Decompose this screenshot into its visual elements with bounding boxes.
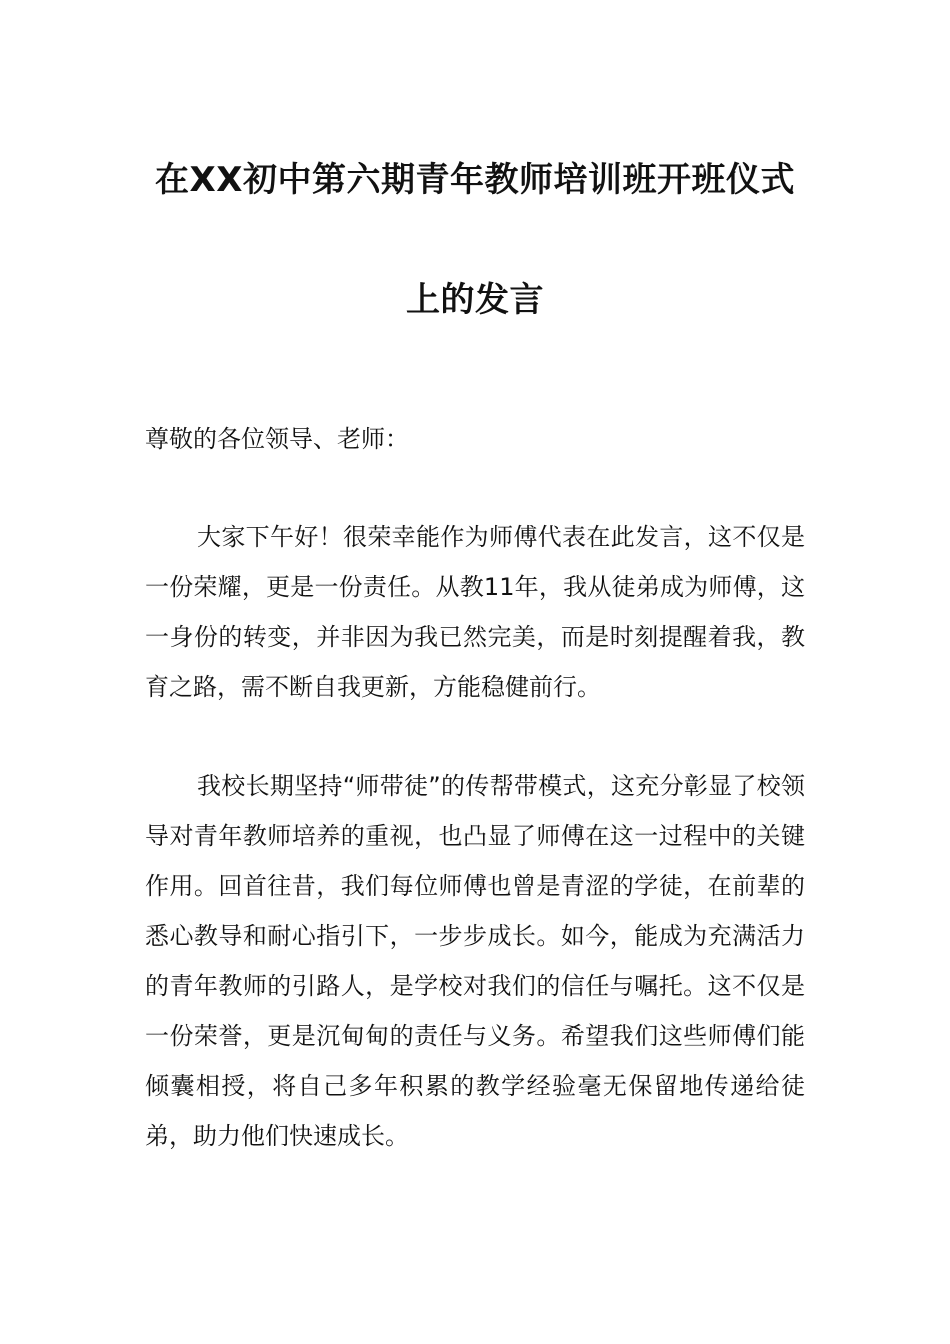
salutation: 尊敬的各位领导、老师： [145, 425, 409, 453]
document-title-line-1: 在XX初中第六期青年教师培训班开班仪式 [155, 160, 795, 200]
paragraph-1: 大家下午好！很荣幸能作为师傅代表在此发言，这不仅是一份荣耀，更是一份责任。从教11年，我从徒弟成为师傅，这一身份的转变，并非因为我已然完美，而是时刻提醒着我，教育之路，需不断自我更新，方能稳健前行。 [145, 523, 805, 701]
paragraph-2: 我校长期坚持“师带徒”的传帮带模式，这充分彰显了校领导对青年教师培养的重视，也凸显了师傅在这一过程中的关键作用。回首往昔，我们每位师傅也曾是青涩的学徒，在前辈的悉心教导和耐心指引下，一步步成长。如今，能成为充满活力的青年教师的引路人，是学校对我们的信任与嘱托。这不仅是一份荣誉，更是沉甸甸的责任与义务。希望我们这些师傅们能倾囊相授，将自己多年积累的教学经验毫无保留地传递给徒弟，助力他们快速成长。 [145, 772, 805, 1150]
document-title-line-2: 上的发言 [406, 280, 544, 320]
